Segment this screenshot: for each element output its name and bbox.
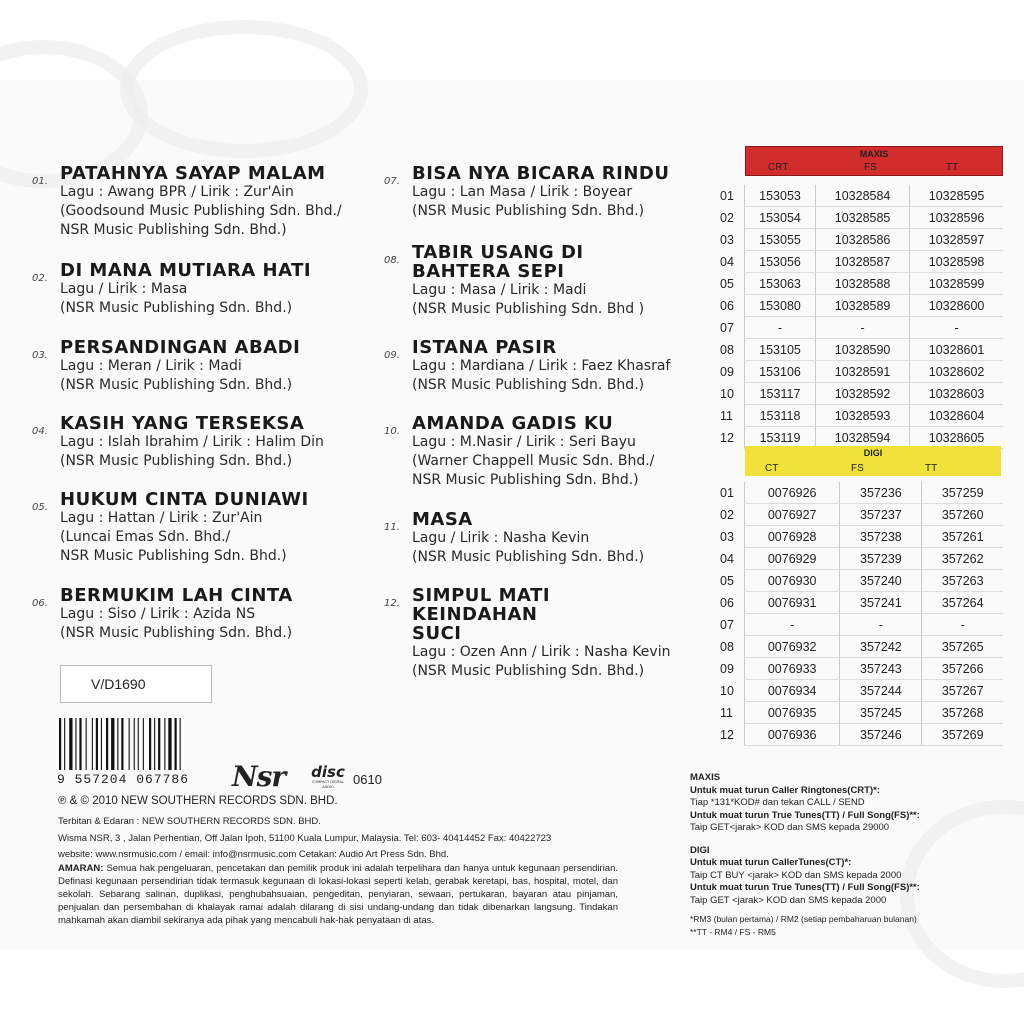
code-cell: 357267: [922, 680, 1003, 702]
code-row: [720, 295, 1003, 317]
publisher-line: Terbitan & Edaran : NEW SOUTHERN RECORDS SDN. BHD.: [58, 816, 321, 827]
track-credit: (NSR Music Publishing Sdn. Bhd.): [412, 377, 645, 393]
code-cell: 357264: [922, 592, 1003, 614]
track-credit: NSR Music Publishing Sdn. Bhd.): [60, 548, 287, 564]
code-cell: 10328595: [910, 185, 1003, 207]
code-row: [720, 548, 1003, 570]
row-number: 09: [720, 364, 734, 379]
code-cell: 357262: [922, 548, 1003, 570]
code-cell: 0076929: [745, 548, 840, 570]
code-cell: 357245: [840, 702, 922, 724]
code-cell: 357244: [840, 680, 922, 702]
track-title: AMANDA GADIS KU: [412, 413, 614, 434]
code-row: [720, 702, 1003, 724]
code-row: [720, 482, 1003, 504]
code-cell: 153080: [745, 295, 816, 317]
instruction-line: Untuk muat turun True Tunes(TT) / Full Song(FS)**:: [690, 809, 920, 821]
code-row: [720, 317, 1003, 339]
track-entry: [384, 164, 714, 221]
code-row: [720, 185, 1003, 207]
instruction-line: Untuk muat turun True Tunes(TT) / Full Song(FS)**:: [690, 882, 920, 893]
code-row: [720, 614, 1003, 636]
track-credit: Lagu : Islah Ibrahim / Lirik : Halim Din: [60, 434, 324, 450]
row-number: 02: [720, 210, 734, 225]
row-number: 08: [720, 639, 734, 654]
catalog-code-box: [60, 665, 212, 703]
code-cell: 0076935: [745, 702, 840, 724]
instruction-line: Taip CT BUY <jarak> KOD dan SMS kepada 2000: [690, 869, 902, 881]
track-number: 02.: [32, 273, 48, 284]
track-number: 05.: [32, 502, 48, 513]
code-cell: 153117: [745, 383, 816, 405]
code-cell: 153055: [745, 229, 816, 251]
row-number: 11: [720, 408, 733, 423]
track-entry: [32, 261, 362, 318]
code-cell: 357265: [922, 636, 1003, 658]
code-cell: -: [745, 614, 840, 636]
disc-logo-text: disc: [311, 763, 345, 781]
code-cell: 357241: [840, 592, 922, 614]
code-row: [720, 658, 1003, 680]
code-cell: 357268: [922, 702, 1003, 724]
code-cell: -: [745, 317, 816, 339]
code-cell: 10328599: [910, 273, 1003, 295]
track-entry: [32, 414, 362, 471]
row-number: 06: [720, 595, 734, 610]
row-number: 07: [720, 617, 734, 632]
code-cell: 0076934: [745, 680, 840, 702]
code-cell: 10328605: [910, 427, 1003, 449]
code-cell: 153118: [745, 405, 816, 427]
row-number: 12: [720, 727, 734, 742]
instr-maxis-lines: [690, 785, 990, 835]
track-credit: (Warner Chappell Music Sdn. Bhd./: [412, 453, 655, 469]
instr-digi-lines: [690, 857, 990, 907]
track-title: SIMPUL MATI KEINDAHAN SUCI: [412, 585, 551, 644]
track-entry: [384, 414, 714, 490]
code-cell: 153053: [745, 185, 816, 207]
code-cell: -: [910, 317, 1003, 339]
track-credit: (Goodsound Music Publishing Sdn. Bhd./: [60, 203, 342, 219]
digi-col-tt: TT: [925, 463, 938, 474]
code-cell: 10328587: [816, 251, 910, 273]
barcode-number: 9 557204 067786: [57, 772, 190, 787]
row-number: 05: [720, 573, 734, 588]
row-number: 06: [720, 298, 734, 313]
instr-digi-head: DIGI: [690, 844, 710, 856]
code-cell: 0076936: [745, 724, 840, 746]
code-row: [720, 273, 1003, 295]
track-number: 10.: [384, 426, 400, 437]
track-credit: Lagu : Masa / Lirik : Madi: [412, 282, 587, 298]
track-number: 08.: [384, 255, 400, 266]
code-row: [720, 229, 1003, 251]
row-number: 12: [720, 430, 734, 445]
track-credit: (NSR Music Publishing Sdn. Bhd.): [412, 663, 645, 679]
track-entry: [32, 586, 362, 643]
track-title: PERSANDINGAN ABADI: [60, 337, 301, 358]
track-entry: [384, 586, 714, 681]
maxis-code-table: [720, 185, 1003, 449]
row-number: 10: [720, 683, 734, 698]
track-entry: [384, 338, 714, 395]
digi-col-fs: FS: [851, 463, 864, 474]
row-number: 07: [720, 320, 734, 335]
row-number: 05: [720, 276, 734, 291]
code-cell: 153063: [745, 273, 816, 295]
track-entry: [32, 490, 362, 566]
maxis-title: MAXIS: [859, 149, 889, 159]
price-note-1: *RM3 (bulan pertama) / RM2 (setiap pembaharuan bulanan): [690, 914, 917, 924]
code-row: [720, 361, 1003, 383]
digi-col-ct: CT: [765, 463, 779, 474]
code-cell: 357266: [922, 658, 1003, 680]
price-note-2: **TT - RM4 / FS - RM5: [690, 926, 776, 937]
nsr-logo: Nsr: [232, 760, 286, 793]
date-code: 0610: [353, 772, 382, 787]
digi-title: DIGI: [863, 448, 883, 458]
track-credit: Lagu : Meran / Lirik : Madi: [60, 358, 242, 374]
row-number: 08: [720, 342, 734, 357]
disc-logo-sub: COMPACT DIGITAL AUDIO: [312, 780, 344, 789]
code-cell: 357238: [840, 526, 922, 548]
code-cell: 357260: [922, 504, 1003, 526]
code-cell: 357236: [840, 482, 922, 504]
code-cell: 0076930: [745, 570, 840, 592]
row-number: 04: [720, 551, 734, 566]
catalog-code: V/D1690: [91, 676, 146, 692]
code-cell: 357239: [840, 548, 922, 570]
track-credit: (NSR Music Publishing Sdn. Bhd.): [60, 377, 293, 393]
code-cell: 10328602: [910, 361, 1003, 383]
code-row: [720, 339, 1003, 361]
row-number: 01: [720, 485, 734, 500]
code-cell: 357243: [840, 658, 922, 680]
track-number: 04.: [32, 426, 48, 437]
code-cell: 10328589: [816, 295, 910, 317]
code-cell: 153119: [745, 427, 816, 449]
code-cell: 10328586: [816, 229, 910, 251]
code-cell: 10328592: [816, 383, 910, 405]
code-cell: 153054: [745, 207, 816, 229]
code-cell: 357263: [922, 570, 1003, 592]
code-cell: 10328590: [816, 339, 910, 361]
row-number: 01: [720, 188, 734, 203]
code-cell: 357246: [840, 724, 922, 746]
track-credit: (NSR Music Publishing Sdn. Bhd.): [412, 549, 645, 565]
track-title: MASA: [412, 509, 473, 530]
code-cell: 10328598: [910, 251, 1003, 273]
track-credit: Lagu / Lirik : Masa: [60, 281, 188, 297]
track-number: 11.: [384, 522, 400, 533]
track-credit: (NSR Music Publishing Sdn. Bhd ): [412, 301, 645, 317]
digi-header: [745, 446, 1001, 476]
track-number: 12.: [384, 598, 400, 609]
maxis-col-fs: FS: [864, 162, 877, 173]
code-row: [720, 207, 1003, 229]
track-title: PATAHNYA SAYAP MALAM: [60, 163, 326, 184]
code-row: [720, 251, 1003, 273]
row-number: 03: [720, 232, 734, 247]
row-number: 10: [720, 386, 734, 401]
code-cell: 0076932: [745, 636, 840, 658]
code-cell: 0076933: [745, 658, 840, 680]
code-cell: 10328597: [910, 229, 1003, 251]
code-cell: 10328596: [910, 207, 1003, 229]
code-cell: 0076927: [745, 504, 840, 526]
instruction-line: Taip GET<jarak> KOD dan SMS kepada 29000: [690, 822, 890, 833]
track-number: 01.: [32, 176, 48, 187]
code-cell: 10328585: [816, 207, 910, 229]
track-entry: [384, 510, 714, 567]
track-credit: (NSR Music Publishing Sdn. Bhd.): [60, 300, 293, 316]
row-number: 11: [720, 705, 733, 720]
row-number: 09: [720, 661, 734, 676]
track-credit: Lagu : Hattan / Lirik : Zur'Ain: [60, 510, 263, 526]
code-cell: 357240: [840, 570, 922, 592]
maxis-header: [745, 146, 1003, 176]
track-number: 03.: [32, 350, 48, 361]
digi-code-table: [720, 482, 1003, 746]
track-credit: NSR Music Publishing Sdn. Bhd.): [60, 222, 287, 238]
copyright-line: ℗ & © 2010 NEW SOUTHERN RECORDS SDN. BHD.: [58, 795, 338, 807]
code-cell: -: [840, 614, 922, 636]
track-title: BERMUKIM LAH CINTA: [60, 585, 293, 606]
track-number: 07.: [384, 176, 400, 187]
code-cell: 357269: [922, 724, 1003, 746]
code-cell: 153056: [745, 251, 816, 273]
track-title: KASIH YANG TERSEKSA: [60, 413, 305, 434]
warning-block: [58, 862, 618, 927]
code-cell: 10328594: [816, 427, 910, 449]
address-line: Wisma NSR, 3 , Jalan Perhentian, Off Jalan Ipoh, 51100 Kuala Lumpur, Malaysia. Tel: 603- 40414452 Fax: 40422723: [58, 833, 552, 844]
code-row: [720, 383, 1003, 405]
code-cell: 0076928: [745, 526, 840, 548]
track-number: 09.: [384, 350, 400, 361]
track-title: HUKUM CINTA DUNIAWI: [60, 489, 309, 510]
maxis-col-tt: TT: [946, 162, 959, 173]
track-credit: Lagu : M.Nasir / Lirik : Seri Bayu: [412, 434, 636, 450]
code-cell: 0076926: [745, 482, 840, 504]
code-row: [720, 570, 1003, 592]
track-credit: Lagu / Lirik : Nasha Kevin: [412, 530, 590, 546]
instr-maxis-head: MAXIS: [690, 772, 721, 783]
track-credit: Lagu : Ozen Ann / Lirik : Nasha Kevin: [412, 644, 671, 660]
code-cell: 357261: [922, 526, 1003, 548]
track-credit: (Luncai Emas Sdn. Bhd./: [60, 529, 231, 545]
track-entry: [384, 243, 714, 319]
code-row: [720, 592, 1003, 614]
maxis-col-crt: CRT: [768, 162, 789, 173]
code-cell: 357242: [840, 636, 922, 658]
code-cell: 10328601: [910, 339, 1003, 361]
barcode: [57, 718, 207, 770]
track-credit: Lagu : Lan Masa / Lirik : Boyear: [412, 184, 633, 200]
code-row: [720, 724, 1003, 746]
code-cell: 10328604: [910, 405, 1003, 427]
code-row: [720, 636, 1003, 658]
warning-label: AMARAN:: [58, 863, 104, 874]
website-line: website: www.nsrmusic.com / email: info@nsrmusic.com Cetakan: Audio Art Press Sdn. Bhd.: [58, 849, 449, 860]
warning-text: Semua hak pengeluaran, pencetakan dan pemilik produk ini adalah terpelihara dan hanya untuk kegunaan persendirian. Definasi kegunaan persendirian tidak termasuk kegunaan di lokasi-lokasi seperti kelab, gerabak keretapi, bas, hospital, motel, dan sekolah. Sebarang salinan, duplikasi, penghubahsuaian, pengeditan, penyiaran, sewaan, pertukaran, bayaran atau pinjaman, penjualan dan persembahan di khalayak ramai adalah dilarang di sisi undang-undang dan tidak dibenarkan langsung. Tindakan mahkamah akan diambil sekiranya ada pihak yang mencabuli hak-hak penyataan di atas.: [58, 863, 619, 926]
instruction-line: Untuk muat turun CallerTunes(CT)*:: [690, 857, 852, 868]
compact-disc-logo: [308, 764, 348, 790]
track-title: ISTANA PASIR: [412, 337, 557, 358]
code-cell: 10328588: [816, 273, 910, 295]
track-credit: (NSR Music Publishing Sdn. Bhd.): [60, 625, 293, 641]
row-number: 04: [720, 254, 734, 269]
track-credit: Lagu : Awang BPR / Lirik : Zur'Ain: [60, 184, 294, 200]
row-number: 03: [720, 529, 734, 544]
code-cell: 357259: [922, 482, 1003, 504]
track-credit: (NSR Music Publishing Sdn. Bhd.): [60, 453, 293, 469]
code-cell: 10328591: [816, 361, 910, 383]
code-cell: 357237: [840, 504, 922, 526]
track-credit: Lagu : Siso / Lirik : Azida NS: [60, 606, 256, 622]
code-cell: 10328603: [910, 383, 1003, 405]
instruction-line: Tiap *131*KOD# dan tekan CALL / SEND: [690, 797, 865, 808]
track-credit: (NSR Music Publishing Sdn. Bhd.): [412, 203, 645, 219]
instruction-line: Untuk muat turun Caller Ringtones(CRT)*:: [690, 784, 880, 796]
track-credit: NSR Music Publishing Sdn. Bhd.): [412, 472, 639, 488]
code-row: [720, 405, 1003, 427]
code-cell: -: [816, 317, 910, 339]
track-entry: [32, 338, 362, 395]
track-title: DI MANA MUTIARA HATI: [60, 260, 312, 281]
code-cell: 10328600: [910, 295, 1003, 317]
track-title: TABIR USANG DI BAHTERA SEPI: [412, 242, 584, 282]
code-row: [720, 504, 1003, 526]
code-row: [720, 680, 1003, 702]
track-credit: Lagu : Mardiana / Lirik : Faez Khasraf: [412, 358, 671, 374]
track-number: 06.: [32, 598, 48, 609]
instruction-line: Taip GET <jarak> KOD dan SMS kepada 2000: [690, 894, 887, 906]
track-entry: [32, 164, 362, 240]
code-cell: -: [922, 614, 1003, 636]
code-cell: 0076931: [745, 592, 840, 614]
decorative-swirl: [120, 20, 368, 158]
track-title: BISA NYA BICARA RINDU: [412, 163, 670, 184]
code-cell: 153106: [745, 361, 816, 383]
code-cell: 10328593: [816, 405, 910, 427]
download-instructions: [690, 772, 990, 938]
code-cell: 10328584: [816, 185, 910, 207]
code-row: [720, 526, 1003, 548]
row-number: 02: [720, 507, 734, 522]
code-cell: 153105: [745, 339, 816, 361]
